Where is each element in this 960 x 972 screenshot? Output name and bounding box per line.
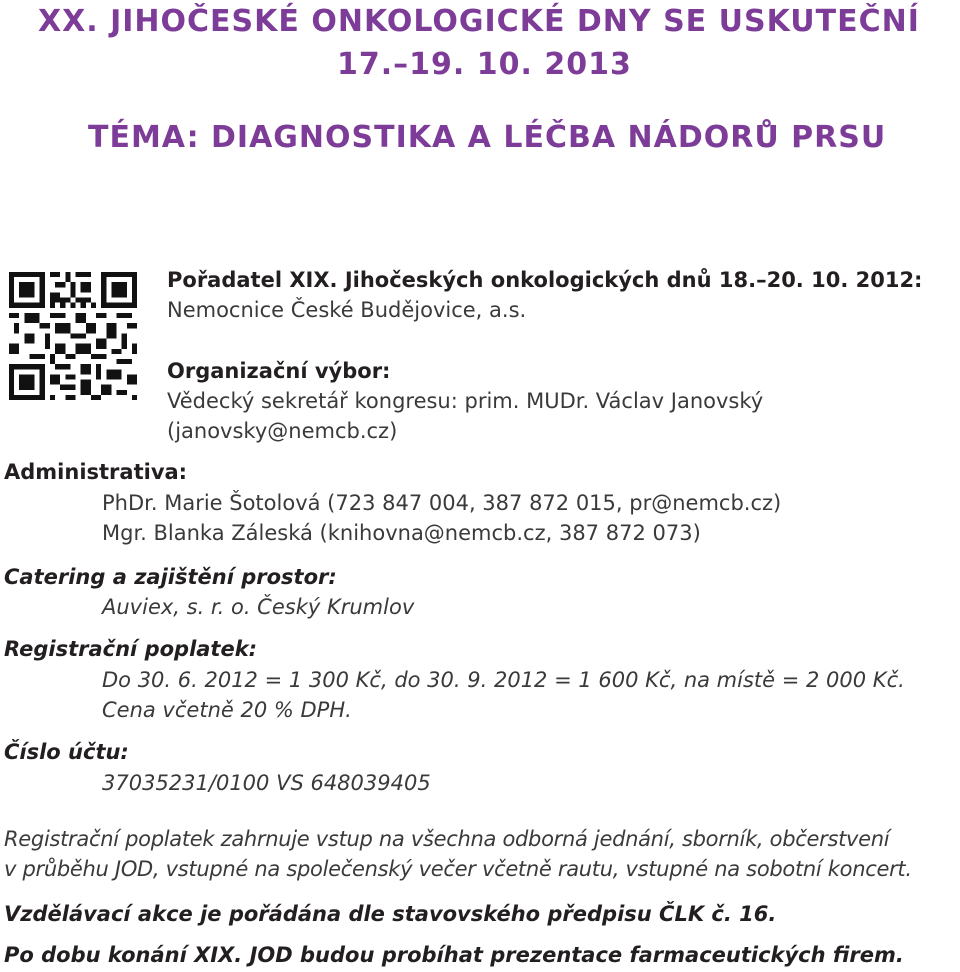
catering-title: Catering a zajištění prostor: [4, 565, 337, 589]
header-date: 17.–19. 10. 2013 [337, 47, 632, 82]
header-theme: TÉMA: DIAGNOSTIKA A LÉČBA NÁDORŮ PRSU [88, 120, 887, 155]
organizer-heading: Pořadatel XIX. Jihočeských onkologických dnů 18.–20. 10. 2012: [167, 268, 923, 292]
qr-code-icon [9, 272, 137, 400]
committee-secretary-email: (janovsky@nemcb.cz) [167, 419, 398, 443]
committee-title: Organizační výbor: [167, 359, 391, 383]
fee-vat: Cena včetně 20 % DPH. [102, 698, 352, 722]
administration-contact-2: Mgr. Blanka Záleská (knihovna@nemcb.cz, 387 872 073) [102, 521, 701, 545]
presentations-note: Po dobu konání XIX. JOD budou probíhat prezentace farmaceutických firem. [4, 943, 904, 967]
administration-contact-1: PhDr. Marie Šotolová (723 847 004, 387 872 015, pr@nemcb.cz) [102, 491, 782, 515]
catering-provider: Auviex, s. r. o. Český Krumlov [102, 595, 415, 619]
fee-includes-line-1: Registrační poplatek zahrnuje vstup na všechna odborná jednání, sborník, občerstvení [4, 827, 890, 851]
fee-prices: Do 30. 6. 2012 = 1 300 Kč, do 30. 9. 2012 = 1 600 Kč, na místě = 2 000 Kč. [102, 668, 905, 692]
fee-title: Registrační poplatek: [4, 637, 258, 661]
header-line-1: XX. JIHOČESKÉ ONKOLOGICKÉ DNY SE USKUTEČNÍ [38, 4, 920, 39]
committee-secretary: Vědecký sekretář kongresu: prim. MUDr. Václav Janovský [167, 389, 764, 413]
fee-includes-line-2: v průběhu JOD, vstupné na společenský večer včetně rautu, vstupné na sobotní koncert. [4, 857, 912, 881]
organizer-hospital: Nemocnice České Budějovice, a.s. [167, 298, 527, 322]
account-number: 37035231/0100 VS 648039405 [102, 771, 431, 795]
accreditation-note: Vzdělávací akce je pořádána dle stavovského předpisu ČLK č. 16. [4, 902, 777, 926]
account-title: Číslo účtu: [4, 740, 129, 764]
administration-title: Administrativa: [4, 460, 188, 484]
